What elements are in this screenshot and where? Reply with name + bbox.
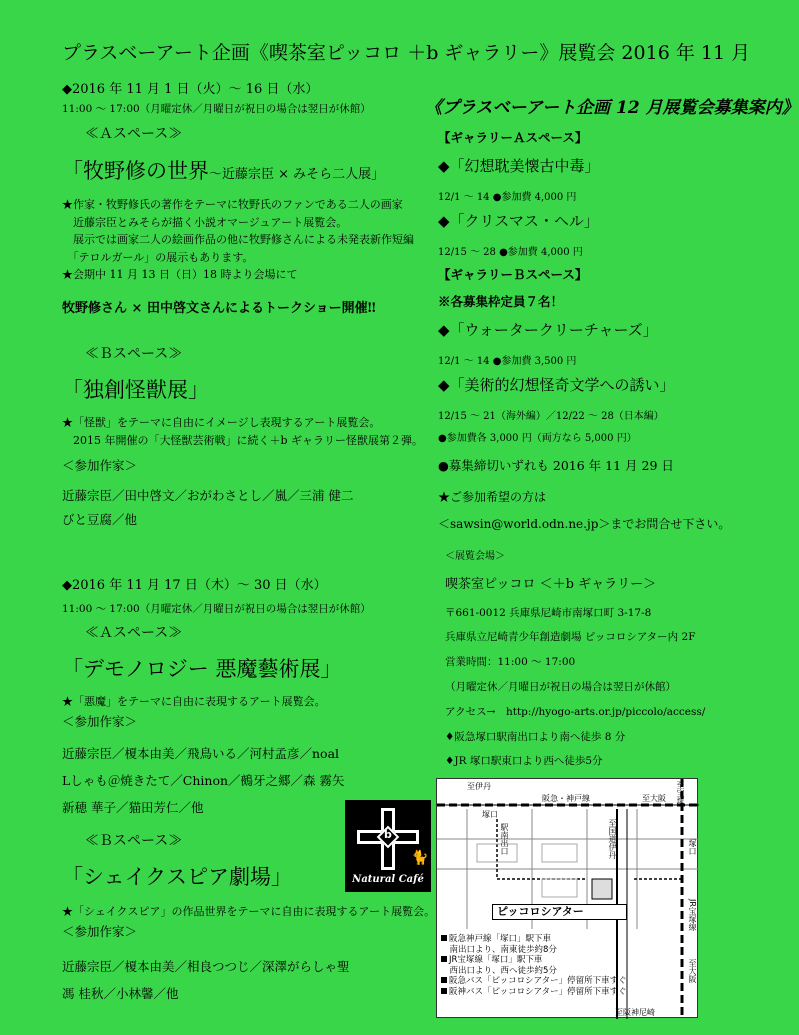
block [542, 879, 577, 897]
logo-letter: b [384, 828, 392, 841]
map-label: 至大阪 [688, 959, 697, 983]
p1a-line: 近藤宗臣とみそらが描く小説オマージュアート展覧会。 [62, 215, 348, 229]
venue-route: ♦JR 塚口駅東口より西へ徒歩5分 [445, 755, 603, 767]
venue-label: ＜展覧会場＞ [445, 551, 505, 562]
p2b-artists-label: ＜参加作家＞ [62, 924, 138, 939]
p2b-space: ≪Ｂスペース≫ [85, 833, 183, 849]
p1b-line: 2015 年開催の「大怪獣芸術戦」に続く＋b ギャラリー怪獣展第２弾。 [62, 433, 424, 447]
p2b-line: ★「シェイクスピア」の作品世界をテーマに自由に表現するアート展覧会。 [62, 905, 436, 918]
recruit-a-item-title: ◆「クリスマス・ヘル」 [438, 212, 599, 230]
p1b-line: ★「怪獣」をテーマに自由にイメージし表現するアート展覧会。 [62, 416, 381, 429]
p1a-title [62, 155, 384, 185]
logo-name: Natural Café [352, 874, 424, 885]
map-label: 至国道伊丹 [608, 819, 617, 859]
period1-hours: 11:00 〜 17:00（月曜定休／月曜日が祝日の場合は翌日が休館） [62, 103, 371, 115]
p1a-line: 「テロルガール」の展示もあります。 [62, 250, 254, 264]
p2a-description [62, 693, 326, 711]
artist-line: びと豆腐／他 [62, 512, 138, 527]
legend-row [441, 934, 627, 945]
legend-text: 阪急バス「ピッコロシアター」停留所下車すぐ [449, 976, 627, 986]
map-label: 塚口 [688, 839, 697, 855]
cat-icon: 🐈 [411, 850, 429, 866]
p2b-description [62, 903, 435, 921]
legend-row [441, 987, 627, 998]
period2-hours: 11:00 〜 17:00（月曜定休／月曜日が祝日の場合は翌日が休館） [62, 603, 371, 615]
theater-building [592, 879, 612, 899]
p2a-line: ★「悪魔」をテーマに自由に表現するアート展覧会。 [62, 695, 326, 708]
p1b-description [62, 414, 423, 449]
legend-text: 南出口より、南東徒歩約8分 [441, 944, 557, 955]
p1a-line: ★会期中 11 月 13 日（日）18 時より会場にて [62, 268, 298, 281]
p2b-artists [62, 953, 350, 1007]
recruit-b-item-info: 12/15 〜 21（海外編）／12/22 〜 28（日本編） [438, 411, 664, 422]
contact-label: ★ご参加希望の方は [438, 490, 547, 504]
map-label: 至宝塚 [676, 781, 685, 805]
venue-hours: 営業時間：11:00 〜 17:00 [445, 656, 576, 668]
recruit-heading: 《プラスベーアート企画 12 月展覧会募集案内》 [425, 98, 799, 118]
access-map [436, 778, 698, 1018]
legend-row [441, 966, 627, 977]
map-label: 阪急・神戸線 [542, 794, 590, 803]
recruit-b-note: ※各募集枠定員７名！ [438, 294, 564, 309]
legend-row [441, 955, 627, 966]
artist-line: 馮 桂秋／小林馨／他 [62, 986, 179, 1001]
legend-text: 阪急神戸線「塚口」駅下車 [449, 934, 552, 944]
map-label: 至阪神尼崎 [615, 1008, 655, 1017]
venue-name: 喫茶室ピッコロ ＜＋b ギャラリー＞ [445, 577, 657, 592]
p2a-artists [62, 740, 345, 821]
venue-closed: （月曜定休／月曜日が祝日の場合は翌日が休館） [445, 681, 676, 693]
p1a-title-main: 「牧野修の世界 [62, 159, 209, 183]
page-title: プラスベーアート企画《喫茶室ピッコロ ＋b ギャラリー》展覧会 2016 年 11 月 [62, 42, 751, 64]
recruit-gallery-a: 【ギャラリーＡスペース】 [438, 130, 588, 145]
period1-date: ◆2016 年 11 月 1 日（火）〜 16 日（水） [62, 82, 319, 97]
legend-text: 西出口より、西へ徒歩約5分 [441, 965, 557, 976]
venue-address1: 〒661-0012 兵庫県尼崎市南塚口町 3-17-8 [445, 607, 652, 619]
map-label: 至大阪 [642, 794, 666, 803]
period2-date: ◆2016 年 11 月 17 日（木）〜 30 日（水） [62, 578, 327, 593]
square-icon [441, 988, 447, 994]
p1a-space: ≪Ａスペース≫ [85, 126, 183, 142]
block [542, 844, 577, 862]
artist-line: 近藤宗臣／榎本由美／相良つつじ／深澤がらしゃ聖 [62, 959, 350, 974]
recruit-gallery-b: 【ギャラリーＢスペース】 [438, 267, 588, 282]
map-label: 駅南出口 [500, 823, 509, 855]
venue-address2: 兵庫県立尼崎青少年創造劇場 ピッコロシアター内 2F [445, 631, 696, 643]
p1a-line: ★作家・牧野修氏の著作をテーマに牧野氏のファンである二人の画家 [62, 198, 403, 211]
map-label: 至伊丹 [467, 782, 491, 791]
venue-access[interactable]: アクセス→ http://hyogo-arts.or.jp/piccolo/access/ [445, 706, 706, 718]
artist-line: 近藤宗臣／榎本由美／飛鳥いる／河村孟彦／noal [62, 746, 340, 761]
artist-line: 新穂 華子／猫田芳仁／他 [62, 800, 204, 815]
p1a-description [62, 196, 414, 284]
recruit-b-item-title: ◆「美術的幻想怪奇文学への誘い」 [438, 376, 675, 394]
map-label: JR宝塚線 [688, 899, 697, 931]
map-label: 塚口 [482, 810, 498, 819]
recruit-a-item-info: 12/15 〜 28 ●参加費 4,000 円 [438, 247, 583, 258]
p1b-artists-label: ＜参加作家＞ [62, 458, 138, 473]
contact-email[interactable]: ＜sawsin@world.odn.ne.jp＞までお問合せ下さい。 [438, 517, 731, 531]
p1b-artists [62, 484, 353, 532]
recruit-b-item-info: 12/1 〜 14 ●参加費 3,500 円 [438, 356, 577, 367]
recruit-a-item-info: 12/1 〜 14 ●参加費 4,000 円 [438, 192, 577, 203]
p1b-title: 「独創怪獣展」 [62, 378, 209, 402]
venue-route: ♦阪急塚口駅南出口より南へ徒歩 8 分 [445, 731, 626, 743]
legend-row [441, 976, 627, 987]
p2a-space: ≪Ａスペース≫ [85, 625, 183, 641]
recruit-a-item-title: ◆「幻想耽美懐古中毒」 [438, 157, 600, 175]
p2b-title: 「シェイクスピア劇場」 [62, 865, 292, 889]
square-icon [441, 956, 447, 962]
map-legend [441, 934, 627, 997]
legend-text: JR宝塚線「塚口」駅下車 [449, 955, 543, 965]
recruit-b-item-info2: ●参加費各 3,000 円（両方なら 5,000 円） [438, 433, 637, 444]
square-icon [441, 935, 447, 941]
legend-row [441, 945, 627, 956]
recruit-b-item-title: ◆「ウォータークリーチャーズ」 [438, 321, 658, 339]
p1a-line: 展示では画家二人の絵画作品の他に牧野修さんによる未発表新作短編 [62, 233, 414, 246]
artist-line: Lしゃも＠焼きたて／Chinon／鵺牙之郷／森 霧矢 [62, 773, 345, 788]
natural-cafe-logo [345, 800, 431, 892]
legend-text: 阪神バス「ピッコロシアター」停留所下車すぐ [449, 986, 627, 997]
artist-line: 近藤宗臣／田中啓文／おがわさとし／嵐／三浦 健二 [62, 488, 354, 503]
recruit-deadline: ●募集締切いずれも 2016 年 11 月 29 日 [438, 458, 674, 473]
p1b-space: ≪Ｂスペース≫ [85, 346, 183, 362]
p1a-subtitle: 〜近藤宗臣 × みそら二人展」 [209, 167, 385, 182]
theater-sign: ピッコロシアター [492, 904, 627, 920]
p2a-title: 「デモノロジー 悪魔藝術展」 [62, 657, 342, 681]
p1a-talk: 牧野修さん × 田中啓文さんによるトークショー開催‼ [62, 301, 376, 316]
square-icon [441, 977, 447, 983]
p2a-artists-label: ＜参加作家＞ [62, 714, 138, 729]
